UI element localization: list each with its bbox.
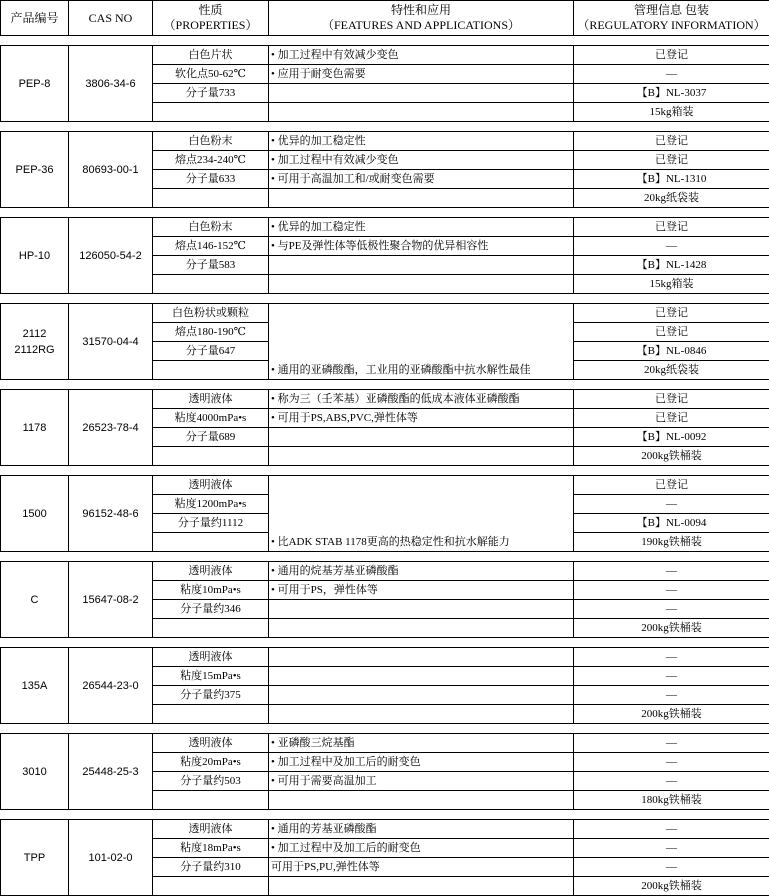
product-code: 2112 2112RG: [1, 304, 69, 380]
feature-cell: • 可用于PS，弹性体等: [269, 581, 574, 600]
regulatory-cell: 已登记: [574, 132, 769, 151]
feature-cell: • 称为三（壬苯基）亚磷酸酯的低成本液体亚磷酸酯: [269, 390, 574, 409]
spacer-cell: [69, 294, 153, 304]
regulatory-cell: 已登记: [574, 218, 769, 237]
feature-cell: • 优异的加工稳定性: [269, 132, 574, 151]
property-cell: 分子量647: [153, 342, 269, 361]
feature-cell: • 通用的亚磷酸酯，工业用的亚磷酸酯中抗水解性最佳: [269, 304, 574, 380]
regulatory-cell: 【B】NL-1428: [574, 256, 769, 275]
property-cell: 分子量633: [153, 170, 269, 189]
feature-cell: [269, 877, 574, 896]
table-row: [1, 132, 769, 151]
spacer-cell: [269, 208, 574, 218]
feature-cell: • 通用的芳基亚磷酸酯: [269, 820, 574, 839]
spacer-cell: [574, 122, 769, 132]
spacer-cell: [153, 724, 269, 734]
property-cell: 熔点234-240℃: [153, 151, 269, 170]
regulatory-cell: —: [574, 65, 769, 84]
cas-number: 3806-34-6: [69, 46, 153, 122]
property-cell: 白色片状: [153, 46, 269, 65]
spacer-cell: [1, 122, 69, 132]
regulatory-cell: 已登记: [574, 323, 769, 342]
feature-cell: • 优异的加工稳定性: [269, 218, 574, 237]
property-cell: 透明液体: [153, 476, 269, 495]
group-spacer: [1, 380, 769, 390]
property-cell: [153, 533, 269, 552]
regulatory-cell: 200kg铁桶装: [574, 877, 769, 896]
header-properties: 性质 （PROPERTIES）: [153, 1, 269, 36]
property-cell: 分子量约503: [153, 772, 269, 791]
property-cell: [153, 103, 269, 122]
spacer-cell: [69, 380, 153, 390]
table-row: [1, 734, 769, 753]
spacer-cell: [1, 466, 69, 476]
regulatory-cell: 15kg箱装: [574, 275, 769, 294]
header-cas: CAS NO: [69, 1, 153, 36]
regulatory-cell: 已登记: [574, 304, 769, 323]
product-code: C: [1, 562, 69, 638]
property-cell: 分子量689: [153, 428, 269, 447]
feature-cell: • 亚磷酸三烷基酯: [269, 734, 574, 753]
property-cell: [153, 447, 269, 466]
spacer-cell: [153, 208, 269, 218]
property-cell: 透明液体: [153, 820, 269, 839]
property-cell: 粘度1200mPa•s: [153, 495, 269, 514]
spacer-cell: [269, 466, 574, 476]
regulatory-cell: —: [574, 581, 769, 600]
regulatory-cell: —: [574, 772, 769, 791]
feature-cell: [269, 256, 574, 275]
property-cell: [153, 361, 269, 380]
cas-number: 26544-23-0: [69, 648, 153, 724]
spacer-cell: [574, 208, 769, 218]
feature-cell: [269, 667, 574, 686]
property-cell: 透明液体: [153, 390, 269, 409]
product-code: 3010: [1, 734, 69, 810]
feature-cell: [269, 447, 574, 466]
regulatory-cell: 【B】NL-1310: [574, 170, 769, 189]
cas-number: 31570-04-4: [69, 304, 153, 380]
spacer-cell: [574, 724, 769, 734]
table-row: [1, 476, 769, 495]
regulatory-cell: 已登记: [574, 409, 769, 428]
regulatory-cell: 15kg箱装: [574, 103, 769, 122]
feature-cell: [269, 275, 574, 294]
spacer-cell: [153, 122, 269, 132]
table-row: [1, 562, 769, 581]
regulatory-cell: 已登记: [574, 476, 769, 495]
regulatory-cell: —: [574, 734, 769, 753]
regulatory-cell: 【B】NL-0094: [574, 514, 769, 533]
spacer-cell: [574, 552, 769, 562]
property-cell: [153, 877, 269, 896]
property-cell: [153, 705, 269, 724]
spacer-cell: [153, 810, 269, 820]
regulatory-cell: 【B】NL-0846: [574, 342, 769, 361]
spacer-cell: [69, 638, 153, 648]
property-cell: 分子量733: [153, 84, 269, 103]
spacer-cell: [269, 36, 574, 46]
regulatory-cell: 180kg铁桶装: [574, 791, 769, 810]
header-code: 产品编号: [1, 1, 69, 36]
regulatory-cell: —: [574, 858, 769, 877]
property-cell: 粘度4000mPa•s: [153, 409, 269, 428]
product-code: 1178: [1, 390, 69, 466]
feature-cell: [269, 428, 574, 447]
property-cell: 分子量约310: [153, 858, 269, 877]
feature-cell: • 比ADK STAB 1178更高的热稳定性和抗水解能力: [269, 476, 574, 552]
spacer-cell: [69, 122, 153, 132]
feature-cell: • 可用于高温加工和/或耐变色需要: [269, 170, 574, 189]
regulatory-cell: 200kg铁桶装: [574, 447, 769, 466]
spacer-cell: [153, 638, 269, 648]
regulatory-cell: 已登记: [574, 390, 769, 409]
cas-number: 96152-48-6: [69, 476, 153, 552]
spacer-cell: [153, 36, 269, 46]
feature-cell: • 加工过程中有效减少变色: [269, 46, 574, 65]
cas-number: 26523-78-4: [69, 390, 153, 466]
regulatory-cell: 200kg铁桶装: [574, 705, 769, 724]
cas-number: 80693-00-1: [69, 132, 153, 208]
feature-cell: • 加工过程中及加工后的耐变色: [269, 839, 574, 858]
spacer-cell: [269, 638, 574, 648]
property-cell: 熔点146-152℃: [153, 237, 269, 256]
property-cell: 分子量约346: [153, 600, 269, 619]
spacer-cell: [574, 810, 769, 820]
regulatory-cell: —: [574, 600, 769, 619]
property-cell: 粘度10mPa•s: [153, 581, 269, 600]
property-cell: 透明液体: [153, 648, 269, 667]
spacer-cell: [269, 724, 574, 734]
product-code: 135A: [1, 648, 69, 724]
cas-number: 101-02-0: [69, 820, 153, 896]
product-code: HP-10: [1, 218, 69, 294]
cas-number: 25448-25-3: [69, 734, 153, 810]
table-row: [1, 46, 769, 65]
group-spacer: [1, 638, 769, 648]
spacer-cell: [1, 552, 69, 562]
spacer-cell: [269, 122, 574, 132]
regulatory-cell: —: [574, 648, 769, 667]
property-cell: [153, 275, 269, 294]
group-spacer: [1, 36, 769, 46]
header-regulatory: 管理信息 包装 （REGULATORY INFORMATION）: [574, 1, 769, 36]
feature-cell: • 通用的烷基芳基亚磷酸酯: [269, 562, 574, 581]
spacer-cell: [1, 810, 69, 820]
feature-cell: • 与PE及弹性体等低极性聚合物的优异相容性: [269, 237, 574, 256]
feature-cell: 可用于PS,PU,弹性体等: [269, 858, 574, 877]
spacer-cell: [574, 466, 769, 476]
feature-cell: [269, 103, 574, 122]
regulatory-cell: —: [574, 667, 769, 686]
feature-cell: • 应用于耐变色需要: [269, 65, 574, 84]
feature-cell: [269, 189, 574, 208]
feature-cell: [269, 84, 574, 103]
regulatory-cell: 【B】NL-3037: [574, 84, 769, 103]
regulatory-cell: —: [574, 562, 769, 581]
header-row: [1, 1, 769, 36]
product-code: PEP-8: [1, 46, 69, 122]
regulatory-cell: 190kg铁桶装: [574, 533, 769, 552]
group-spacer: [1, 724, 769, 734]
regulatory-cell: 【B】NL-0092: [574, 428, 769, 447]
regulatory-cell: 20kg纸袋装: [574, 361, 769, 380]
spacer-cell: [1, 380, 69, 390]
cas-number: 126050-54-2: [69, 218, 153, 294]
group-spacer: [1, 552, 769, 562]
regulatory-cell: —: [574, 839, 769, 858]
table-row: [1, 390, 769, 409]
spacer-cell: [69, 552, 153, 562]
spacer-cell: [1, 208, 69, 218]
group-spacer: [1, 122, 769, 132]
spacer-cell: [69, 36, 153, 46]
feature-cell: [269, 648, 574, 667]
spacer-cell: [269, 294, 574, 304]
group-spacer: [1, 466, 769, 476]
property-cell: 分子量约375: [153, 686, 269, 705]
spacer-cell: [153, 466, 269, 476]
group-spacer: [1, 810, 769, 820]
table-row: [1, 218, 769, 237]
spacer-cell: [574, 36, 769, 46]
spacer-cell: [69, 724, 153, 734]
feature-cell: • 可用于需要高温加工: [269, 772, 574, 791]
property-cell: 熔点180-190℃: [153, 323, 269, 342]
product-code: PEP-36: [1, 132, 69, 208]
feature-cell: [269, 686, 574, 705]
spacer-cell: [269, 810, 574, 820]
spacer-cell: [153, 380, 269, 390]
property-cell: [153, 619, 269, 638]
property-cell: 白色粉末: [153, 132, 269, 151]
group-spacer: [1, 294, 769, 304]
regulatory-cell: —: [574, 237, 769, 256]
feature-cell: [269, 600, 574, 619]
property-cell: 分子量约1112: [153, 514, 269, 533]
feature-cell: • 可用于PS,ABS,PVC,弹性体等: [269, 409, 574, 428]
regulatory-cell: —: [574, 495, 769, 514]
property-cell: [153, 791, 269, 810]
spacer-cell: [153, 294, 269, 304]
feature-cell: [269, 705, 574, 724]
property-cell: 白色粉末: [153, 218, 269, 237]
spacer-cell: [1, 638, 69, 648]
spacer-cell: [153, 552, 269, 562]
spacer-cell: [1, 36, 69, 46]
table-row: [1, 820, 769, 839]
product-code: TPP: [1, 820, 69, 896]
property-cell: 粘度18mPa•s: [153, 839, 269, 858]
regulatory-cell: 200kg铁桶装: [574, 619, 769, 638]
spacer-cell: [574, 638, 769, 648]
regulatory-cell: —: [574, 686, 769, 705]
table-row: [1, 648, 769, 667]
header-features: 特性和应用 （FEATURES AND APPLICATIONS）: [269, 1, 574, 36]
property-cell: 透明液体: [153, 734, 269, 753]
spacer-cell: [269, 380, 574, 390]
regulatory-cell: 已登记: [574, 46, 769, 65]
spacer-cell: [269, 552, 574, 562]
property-cell: 透明液体: [153, 562, 269, 581]
property-cell: 粘度15mPa•s: [153, 667, 269, 686]
property-cell: [153, 189, 269, 208]
property-cell: 白色粉状或颗粒: [153, 304, 269, 323]
feature-cell: • 加工过程中及加工后的耐变色: [269, 753, 574, 772]
regulatory-cell: 已登记: [574, 151, 769, 170]
table-row: [1, 304, 769, 323]
spacer-cell: [69, 208, 153, 218]
property-cell: 软化点50-62℃: [153, 65, 269, 84]
spacer-cell: [69, 466, 153, 476]
regulatory-cell: —: [574, 753, 769, 772]
feature-cell: • 加工过程中有效减少变色: [269, 151, 574, 170]
regulatory-cell: 20kg纸袋装: [574, 189, 769, 208]
spacer-cell: [1, 724, 69, 734]
feature-cell: [269, 619, 574, 638]
property-cell: 粘度20mPa•s: [153, 753, 269, 772]
regulatory-cell: —: [574, 820, 769, 839]
spacer-cell: [1, 294, 69, 304]
property-cell: 分子量583: [153, 256, 269, 275]
cas-number: 15647-08-2: [69, 562, 153, 638]
spacer-cell: [574, 294, 769, 304]
product-code: 1500: [1, 476, 69, 552]
spacer-cell: [574, 380, 769, 390]
group-spacer: [1, 208, 769, 218]
spacer-cell: [69, 810, 153, 820]
feature-cell: [269, 791, 574, 810]
